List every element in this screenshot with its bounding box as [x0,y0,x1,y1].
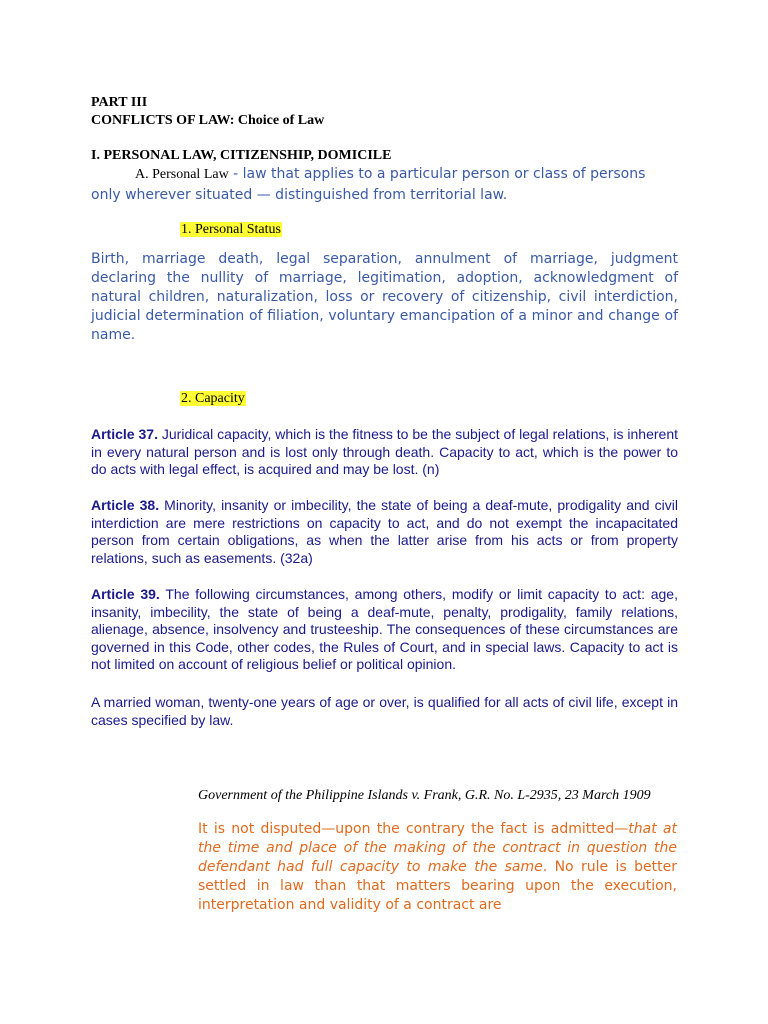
document-title: CONFLICTS OF LAW: Choice of Law [91,113,325,128]
case-quote-italic: that at the time and place of the making of the contract in question the defendant had full capacity to make the same [198,821,677,875]
article-38-text: Minority, insanity or imbecility, the state of being a deaf-mute, prodigality and civil interdiction are mere restrictions on capacity to act, and do not exempt the incapacitated person from certain obligations, as when the latter arise from his acts or from property relations, such as easements. (32a) [91,497,678,566]
part-label: PART III [91,95,148,110]
section-heading: I. PERSONAL LAW, CITIZENSHIP, DOMICILE [91,148,392,163]
article-39 [91,586,678,674]
personal-status-heading: 1. Personal Status [181,222,281,237]
personal-law-definition-line1: - law that applies to a particular person or class of persons [228,166,646,182]
capacity-heading: 2. Capacity [181,391,245,406]
article-37 [91,426,678,479]
personal-law-definition-line2: only wherever situated — distinguished from territorial law. [91,187,508,203]
married-woman-paragraph: A married woman, twenty-one years of age or over, is qualified for all acts of civil life, except in cases specified by law. [91,694,678,728]
case-citation: Government of the Philippine Islands v. Frank, G.R. No. L-2935, 23 March 1909 [198,788,651,803]
case-quote-end: . No rule is better settled in law than that matters bearing upon the execution, interpretation and validity of a contract are [198,859,678,913]
case-quote [198,820,677,915]
article-38 [91,497,678,567]
personal-law-definition [91,164,691,205]
personal-law-label: A. Personal Law [135,167,229,182]
article-39-text: The following circumstances, among others, modify or limit capacity to act: age, insanity, imbecility, the state of being a deaf-mute, penalty, prodigality, family relations, alienage, absence, insolvency and trusteeship. The consequences of these circumstances are governed in this Code, other codes, the Rules of Court, and in special laws. Capacity to act is not limited on account of religious belief or political opinion. [91,586,678,672]
case-quote-start: It is not disputed—upon the contrary the fact is admitted— [198,821,629,837]
personal-status-text: Birth, marriage death, legal separation, annulment of marriage, judgment declaring the nullity of marriage, legitimation, adoption, acknowledgment of natural children, naturalization, loss or recovery of citizenship, civil interdiction, judicial determination of filiation, voluntary emancipation of a minor and change of name. [91,251,678,343]
article-38-label: Article 38. [91,497,160,513]
article-37-text: Juridical capacity, which is the fitness to be the subject of legal relations, is inherent in every natural person and is lost only through death. Capacity to act, which is the power to do acts with legal effect, is acquired and may be lost. (n) [91,426,678,477]
article-39-label: Article 39. [91,586,160,602]
article-37-label: Article 37. [91,426,158,442]
